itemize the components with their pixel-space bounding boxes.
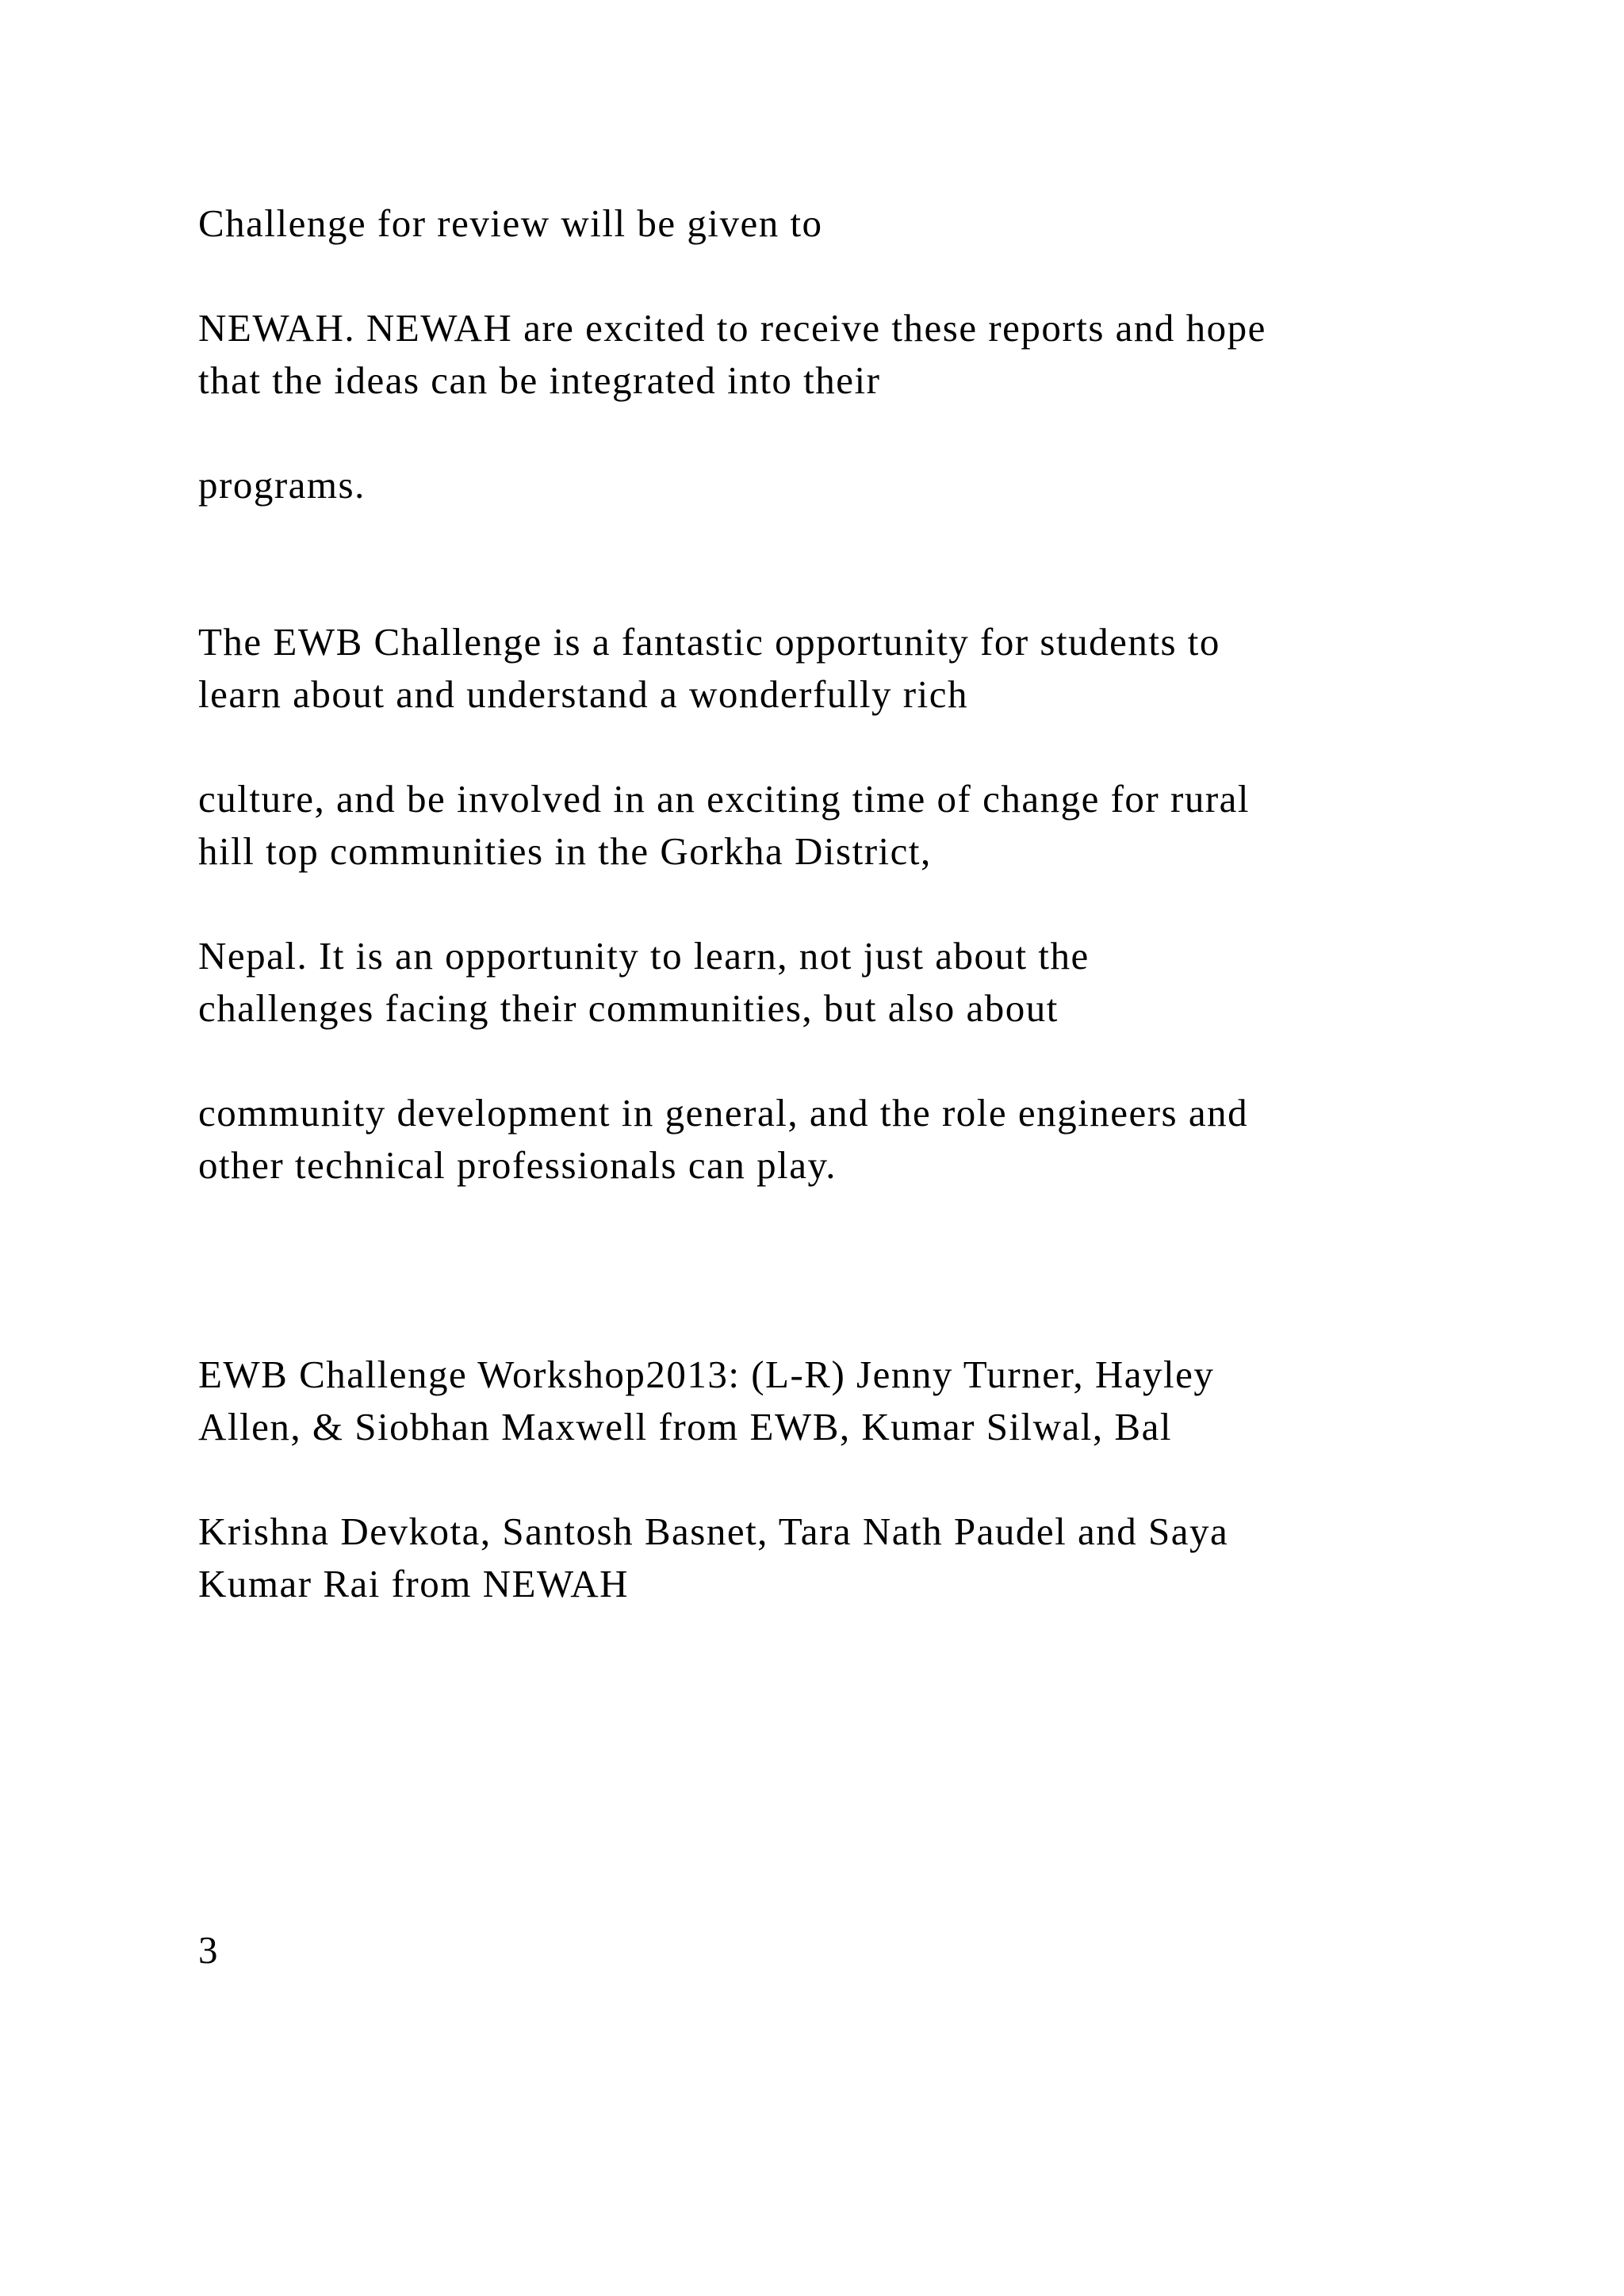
text-line: learn about and understand a wonderfully rich xyxy=(198,672,968,716)
text-line: other technical professionals can play. xyxy=(198,1143,837,1187)
text-line: NEWAH. NEWAH are excited to receive these reports and hope xyxy=(198,306,1266,350)
text-line: that the ideas can be integrated into their xyxy=(198,358,881,402)
caption-line: Krishna Devkota, Santosh Basnet, Tara Nath Paudel and Saya xyxy=(198,1510,1229,1553)
text-line: Nepal. It is an opportunity to learn, not just about the xyxy=(198,934,1090,978)
page-number: 3 xyxy=(198,1928,219,1972)
text-line: hill top communities in the Gorkha District, xyxy=(198,829,932,873)
text-line: programs. xyxy=(198,463,366,507)
text-line: culture, and be involved in an exciting time of change for rural xyxy=(198,777,1251,821)
caption-line: EWB Challenge Workshop2013: (L-R) Jenny Turner, Hayley xyxy=(198,1353,1215,1396)
text-line: The EWB Challenge is a fantastic opportunity for students to xyxy=(198,620,1220,664)
text-line: challenges facing their communities, but also about xyxy=(198,986,1059,1030)
caption-line: Kumar Rai from NEWAH xyxy=(198,1562,630,1605)
text-line: community development in general, and the role engineers and xyxy=(198,1091,1249,1135)
caption-line: Allen, & Siobhan Maxwell from EWB, Kumar Silwal, Bal xyxy=(198,1405,1172,1448)
text-line: Challenge for review will be given to xyxy=(198,201,823,245)
